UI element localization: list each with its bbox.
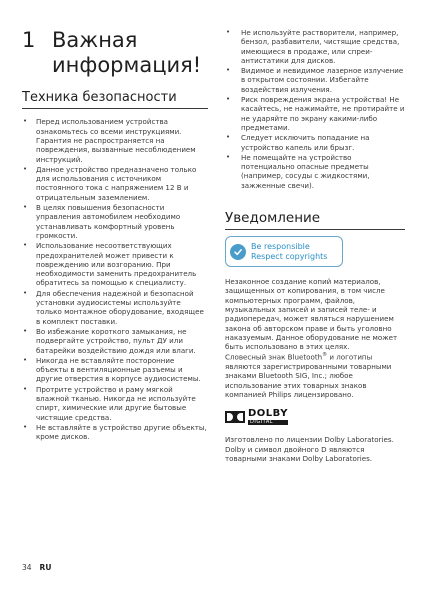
double-d-icon <box>225 411 245 423</box>
copyright-badge-text <box>251 242 327 262</box>
safety-item: • Не помещайте на устройство потенциально опасные предметы (например, сосуды с жидкостями, зажженные свечи). <box>225 153 405 190</box>
notice-section-title: Уведомление <box>225 210 405 230</box>
checkmark-icon <box>230 244 246 260</box>
left-column <box>22 28 208 442</box>
safety-list-continued <box>225 28 405 190</box>
chapter-number: 1 <box>22 28 36 52</box>
safety-item: • Во избежание короткого замыкания, не подвергайте устройство, пульт ДУ или батарейки воздействию дождя или влаги. <box>22 327 208 355</box>
safety-item: • Протрите устройство и раму мягкой влажной тканью. Никогда не используйте спирт, химические или другие бытовые чистящие средства. <box>22 385 208 422</box>
safety-item: • Не вставляйте в устройство другие объекты, кроме дисков. <box>22 423 208 442</box>
bluetooth-pre: Словесный знак Bluetooth <box>225 352 323 362</box>
badge-line2: Respect copyrights <box>251 251 328 261</box>
dolby-paragraph: Изготовлено по лицензии Dolby Laboratories. Dolby и символ двойного D являются товарными знаками Dolby Laboratories. <box>225 435 394 463</box>
safety-item: • Риск повреждения экрана устройства! Не касайтесь, не нажимайте, не протирайте и не ударяйте по экрану какими-либо предметами. <box>225 95 405 132</box>
safety-item: • Использование несоответствующих предохранителей может привести к повреждению или возгоранию. При необходимости заменить предохранитель обратитесь за помощью к специалисту. <box>22 241 208 287</box>
safety-item: • Перед использованием устройства ознакомьтесь со всеми инструкциями. Гарантия не распространяется на повреждения, вызванные несоблюдением инструкций. <box>22 117 208 163</box>
right-column <box>225 28 405 463</box>
safety-item: • Не используйте растворители, например, бензол, разбавители, чистящие средства, имеющиеся в продаже, или спреи-антистатики для дисков. <box>225 28 405 65</box>
safety-item: • Для обеспечения надежной и безопасной установки аудиосистемы используйте только монтажное оборудование, входящее в комплект поставки. <box>22 289 208 326</box>
safety-item: • Данное устройство предназначено только для использования с источником постоянного тока с напряжением 12 В и отрицательным заземлением. <box>22 165 208 202</box>
page-footer <box>22 563 51 572</box>
dolby-name: DOLBY <box>248 408 288 420</box>
safety-list <box>22 117 208 441</box>
dolby-logo <box>225 409 405 425</box>
dolby-digital-label: DIGITAL <box>248 420 288 425</box>
registered-mark: ® <box>322 352 328 359</box>
safety-item: • Никогда не вставляйте посторонние объекты в вентиляционные разъемы и другие отверстия в корпусе аудиосистемы. <box>22 356 208 384</box>
safety-section-title: Техника безопасности <box>22 90 208 109</box>
bluetooth-paragraph <box>225 351 405 399</box>
badge-line1: Be responsible <box>251 241 310 251</box>
safety-item: • Следует исключить попадание на устройство капель или брызг. <box>225 133 405 152</box>
copyright-paragraph: Незаконное создание копий материалов, защищенных от копирования, в том числе компьютерных программ, файлов, музыкальных записей и записей теле- и радиопередач, может являться нарушением закона об авторском праве и быть уголовно наказуемым. Данное оборудование не может быть использовано в этих целях. <box>225 277 398 352</box>
copyright-badge <box>225 236 343 267</box>
chapter-title <box>52 28 201 78</box>
language-code: RU <box>39 563 52 572</box>
chapter-title-line2: информация! <box>52 53 202 78</box>
chapter-title-line1: Важная <box>52 28 138 52</box>
chapter-heading <box>22 28 208 78</box>
bluetooth-post: и логотипы являются зарегистрированными товарными знаками Bluetooth SIG, Inc.; любое использование этих товарных знаков компанией Philips лицензировано. <box>225 352 392 399</box>
page-number: 34 <box>22 563 32 572</box>
safety-item: • Видимое и невидимое лазерное излучение в открытом состоянии. Избегайте воздействия излучения. <box>225 66 405 94</box>
safety-item: • В целях повышения безопасности управления автомобилем необходимо устанавливать комфортный уровень громкости. <box>22 203 208 240</box>
